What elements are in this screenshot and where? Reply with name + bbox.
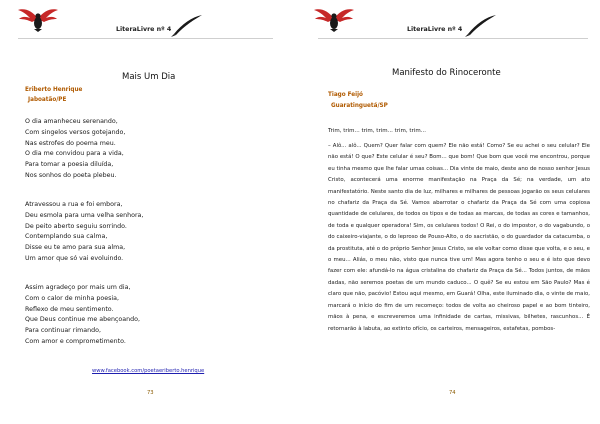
- essay-author-place: Guaratinguetá/SP: [331, 103, 388, 109]
- essay-intro-line: Trim, trim... trim, trim... trim, trim...: [328, 128, 426, 134]
- poem-line: Com singelos versos gotejando,: [25, 128, 126, 136]
- essay-title: Manifesto do Rinoceronte: [392, 68, 501, 78]
- poem-line: Assim agradeço por mais um dia,: [25, 284, 131, 291]
- page-number: 74: [449, 390, 456, 396]
- poem-line: Para continuar rimando,: [25, 327, 101, 335]
- essay-author: Tiago Feijó: [328, 92, 363, 98]
- poem-line: Reflexo de meu sentimento.: [25, 305, 114, 313]
- poem-line: Atravessou a rua e foi embora,: [25, 201, 123, 208]
- poem-author-place: Jaboatão/PE: [28, 97, 67, 103]
- poem-stanza-3: [25, 283, 265, 348]
- poem-line: Com amor e comprometimento.: [25, 337, 126, 345]
- poem-title: Mais Um Dia: [122, 72, 176, 82]
- poem-author: Eriberto Henrique: [25, 87, 83, 93]
- poem-line: Nas estrofes do poema meu.: [25, 139, 116, 147]
- phoenix-logo-icon: [18, 6, 58, 32]
- quill-pen-icon: [168, 14, 204, 38]
- poem-line: Que Deus continue me abençoando,: [25, 316, 140, 324]
- poem-line: Com o calor de minha poesia,: [25, 294, 119, 302]
- header-rule: [318, 38, 588, 39]
- author-facebook-link[interactable]: www.facebook.com/poetaeriberto.henrique: [92, 368, 205, 374]
- poem-stanza-2: [25, 200, 265, 265]
- poem-line: Um amor que só vai evoluindo.: [25, 254, 124, 262]
- poem-line: Nos sonhos do poeta plebeu.: [25, 171, 117, 179]
- poem-line: O dia amanheceu serenando,: [25, 118, 118, 125]
- poem-line: De peito aberto seguiu sorrindo.: [25, 222, 127, 230]
- poem-line: O dia me convidou para a vida,: [25, 150, 124, 158]
- page-number: 73: [147, 390, 154, 396]
- poem-stanza-1: [25, 117, 265, 182]
- essay-body-text: – Alô... alô... Quem? Quer falar com quem? Ele não está! Como? Se eu achei o seu celular? Ele não está! O que? Este celular é seu? Bom... que bom! Que bom que você me encontrou, porque eu tinha mesmo que lhe falar umas coisas... Dia vinte de maio, deste ano de nosso senhor Jesus Cristo, acontecerá uma enorme manifestação na Praça da Sé; na verdade, um ato manifestatório. Neste santo dia de luz, milhares e milhares de pessoas jogarão os seus celulares no chafariz da Praça da Sé. Vamos abarrotar o chafariz da Praça da Sé com uma copiosa quantidade de celulares, de todos os tipos e de todas as marcas, de todas as cores e tamanhos, de toda e qualquer operadora! Sim, os celulares todos! O Rei, o do impostor, o do vagabundo, o do caixeiro-viajante, o do leproso de Pouso-Alto, o do sacristão, o do guardador da catacumba, o da prostituta, até o do próprio Senhor Jesus Cristo, se ele voltar como disse que volta, e o seu, e o meu... Aliás, o meu não, visto que nunca tive um! Mas agora tenho o seu e é isto que devo fazer com ele: afundá-lo na água cristalina do chafariz da Praça da Sé... Todos juntos, de mãos dadas, não seremos poetas de um mundo caduco... O quê? Se eu estou em São Paulo? Mas é claro que não, pacóvio! Estou aqui mesmo, em Guará! Olha, este iluminado dia, o vinte de maio, marcará o início do fim de um recomeço: todos de volta ao cheiroso papel e ao bom tinteiro, mãos à pena, e escreveremos uma infinidade de cartas, missivas, bilhetes, rascunhos... É retornarão à labuta, ao extinto ofício, os carteiros, mensageiros, estafetas, pombos-: [328, 143, 590, 332]
- poem-line: Para tomar a poesia diluída,: [25, 161, 114, 169]
- poem-line: Disse eu te amo para sua alma,: [25, 244, 126, 252]
- right-page: [300, 0, 600, 424]
- quill-pen-icon: [462, 14, 498, 38]
- poem-line: Contemplando sua calma,: [25, 233, 108, 241]
- poem-line: Deu esmola para uma velha senhora,: [25, 211, 144, 219]
- phoenix-logo-icon: [314, 6, 354, 32]
- magazine-header-title: LiteraLivre nº 4: [116, 26, 172, 33]
- header-rule: [18, 38, 273, 39]
- magazine-header-title: LiteraLivre nº 4: [407, 26, 463, 33]
